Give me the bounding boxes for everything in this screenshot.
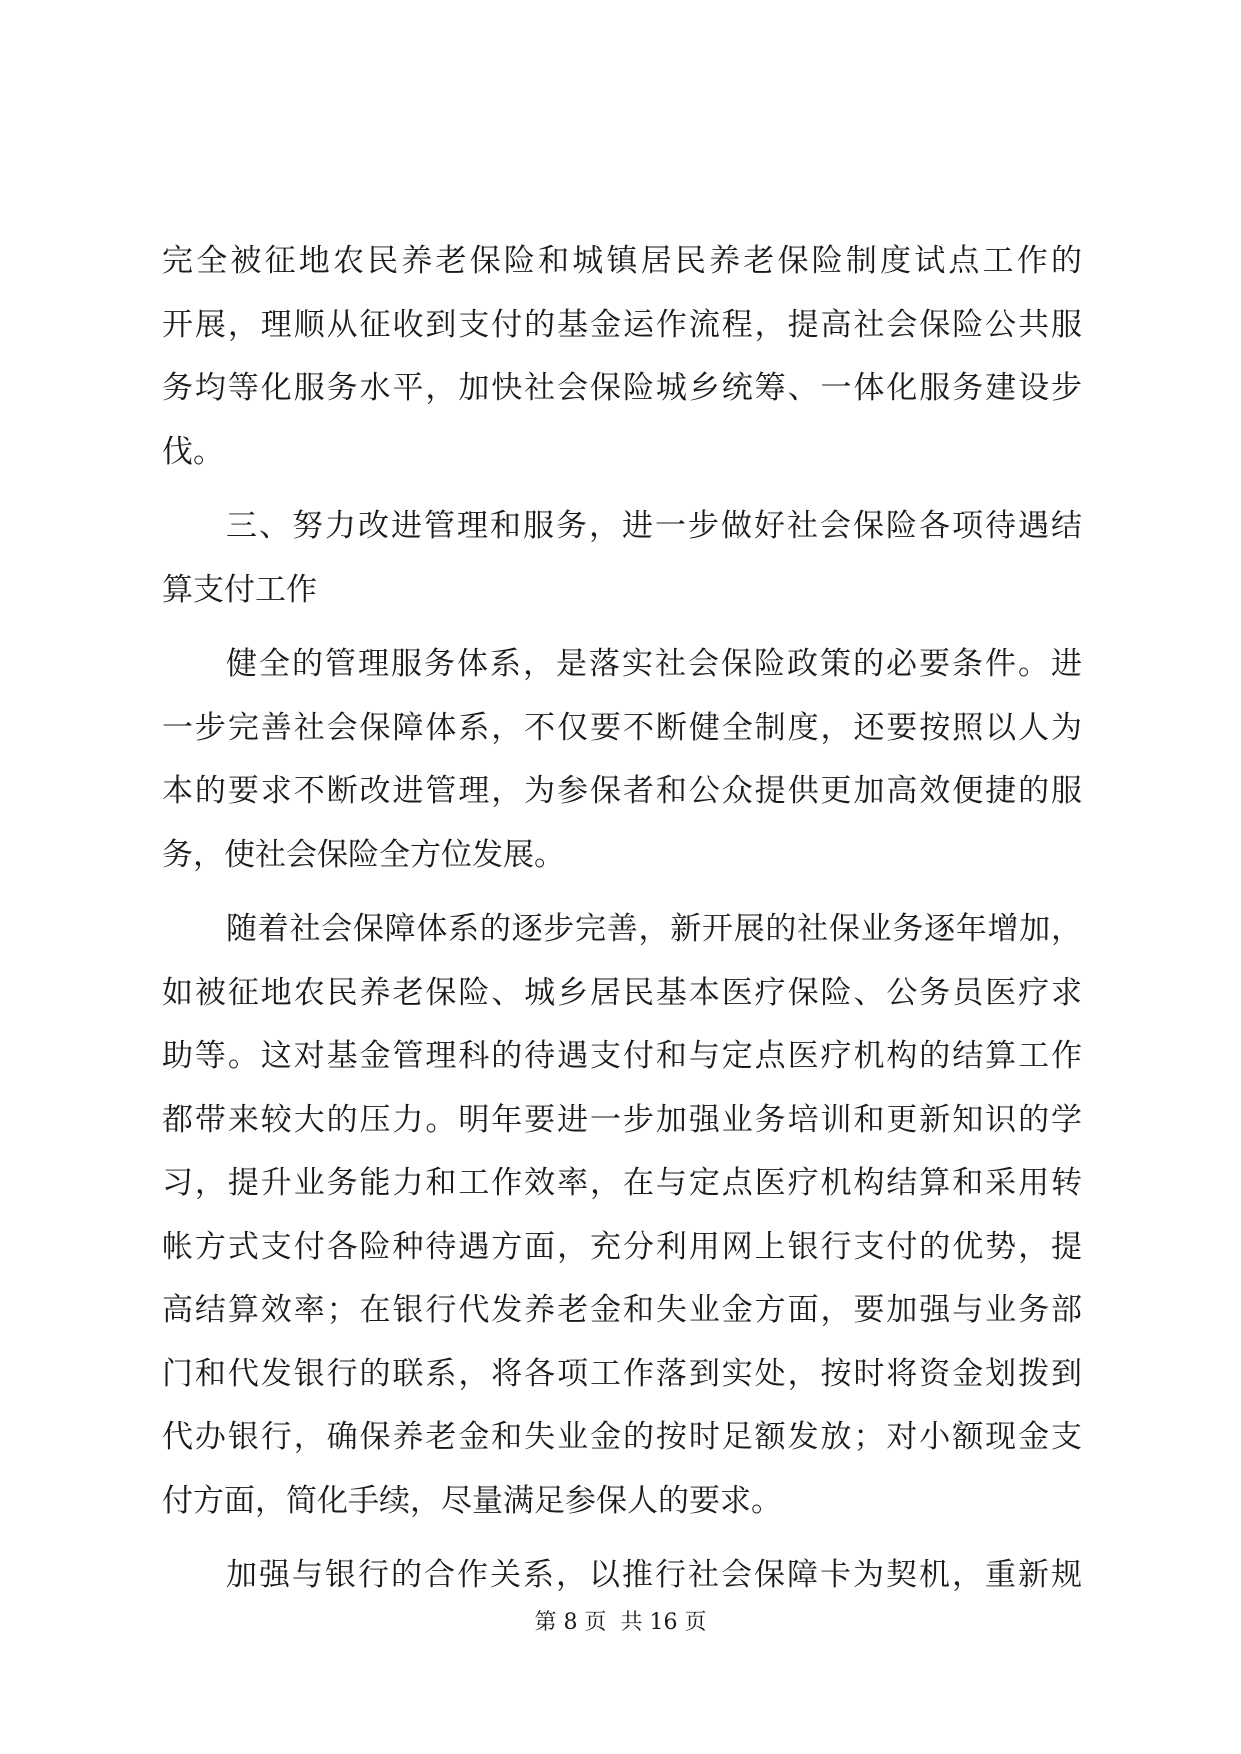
text-line: 算支付工作 <box>162 571 317 608</box>
body-text <box>162 230 1082 1608</box>
text-line: 健全的管理服务体系，是落实社会保险政策的必要条件。进 <box>226 646 1082 682</box>
page-number-footer: 第 8 页 共 16 页 <box>534 1610 707 1635</box>
text-line: 付方面，简化手续，尽量满足参保人的要求。 <box>162 1482 782 1519</box>
text-line: 完全被征地农民养老保险和城镇居民养老保险制度试点工作的 <box>162 243 1082 279</box>
text-line: 随着社会保障体系的逐步完善，新开展的社保业务逐年增加， <box>226 911 1082 947</box>
text-line: 三、努力改进管理和服务，进一步做好社会保险各项待遇结 <box>226 508 1082 544</box>
text-line: 开展，理顺从征收到支付的基金运作流程，提高社会保险公共服 <box>162 306 1082 343</box>
text-line: 加强与银行的合作关系，以推行社会保障卡为契机，重新规 <box>226 1557 1082 1593</box>
paragraph <box>162 230 1082 484</box>
text-line: 帐方式支付各险种待遇方面，充分利用网上银行支付的优势，提 <box>162 1228 1082 1265</box>
text-line: 都带来较大的压力。明年要进一步加强业务培训和更新知识的学 <box>162 1101 1082 1138</box>
text-line: 本的要求不断改进管理，为参保者和公众提供更加高效便捷的服 <box>162 773 1082 809</box>
text-line: 助等。这对基金管理科的待遇支付和与定点医疗机构的结算工作 <box>162 1038 1082 1074</box>
text-line: 习，提升业务能力和工作效率，在与定点医疗机构结算和采用转 <box>162 1165 1082 1201</box>
paragraph <box>162 633 1082 887</box>
text-line: 务均等化服务水平，加快社会保险城乡统筹、一体化服务建设步 <box>162 370 1082 406</box>
text-line: 高结算效率；在银行代发养老金和失业金方面，要加强与业务部 <box>162 1292 1082 1328</box>
text-line: 代办银行，确保养老金和失业金的按时足额发放；对小额现金支 <box>162 1419 1082 1455</box>
text-line: 一步完善社会保障体系，不仅要不断健全制度，还要按照以人为 <box>162 709 1082 746</box>
text-line: 门和代发银行的联系，将各项工作落到实处，按时将资金划拨到 <box>162 1355 1082 1392</box>
text-line: 如被征地农民养老保险、城乡居民基本医疗保险、公务员医疗求 <box>162 974 1082 1011</box>
text-line: 务，使社会保险全方位发展。 <box>162 836 565 873</box>
text-line: 伐。 <box>162 433 224 470</box>
paragraph <box>162 1544 1082 1608</box>
paragraph <box>162 898 1082 1533</box>
section-heading <box>162 495 1082 622</box>
